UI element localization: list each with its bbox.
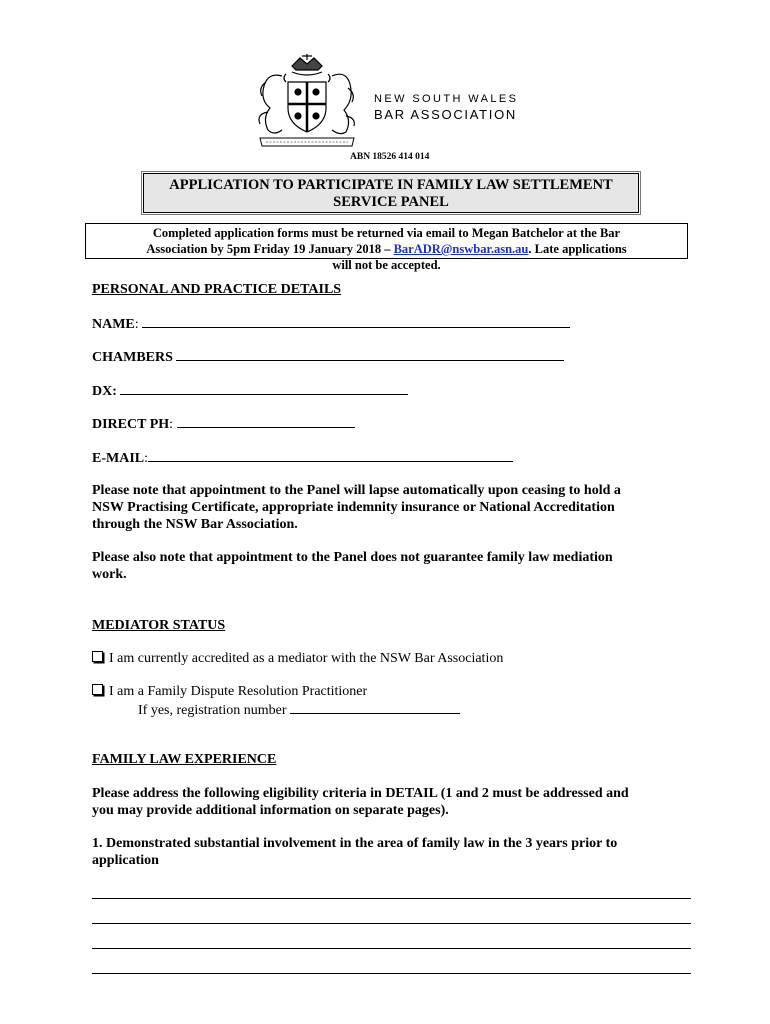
notice-late: . Late applications [528, 242, 627, 256]
note-appointment-lapse [92, 482, 621, 533]
note-no-guarantee [92, 549, 613, 583]
direct-phone-colon: : [169, 417, 174, 432]
notice-line2 [86, 241, 687, 257]
submission-notice [85, 223, 688, 272]
registration-row [138, 700, 460, 719]
chambers-field[interactable] [176, 347, 564, 361]
answer-line[interactable] [92, 948, 691, 949]
registration-label: If yes, registration number [138, 703, 287, 718]
notice-deadline: Association by 5pm Friday 19 January 2018 – [146, 242, 394, 256]
intro-line1: Please address the following eligibility criteria in DETAIL (1 and 2 must be addressed and [92, 786, 629, 801]
note2-line2: work. [92, 567, 127, 582]
note1-line2: NSW Practising Certificate, appropriate indemnity insurance or National Accreditation [92, 500, 615, 515]
name-colon: : [134, 317, 139, 332]
mediator-option-fdrp [92, 683, 367, 700]
direct-phone-label: DIRECT PH [92, 417, 170, 432]
chambers-label: CHAMBERS [92, 350, 173, 365]
org-name-line2: BAR ASSOCIATION [374, 107, 518, 122]
email-colon: : [144, 451, 149, 466]
experience-intro [92, 785, 629, 819]
email-link[interactable]: BarADR@nswbar.asn.au [393, 242, 529, 256]
section-heading-mediator: MEDIATOR STATUS [92, 618, 226, 633]
direct-phone-field[interactable] [177, 414, 355, 428]
checkbox-icon[interactable] [92, 684, 103, 695]
name-field[interactable] [142, 314, 570, 328]
answer-line[interactable] [92, 898, 691, 899]
notice-line1: Completed application forms must be returned via email to Megan Batchelor at the Bar [152, 226, 621, 240]
chambers-row [92, 347, 564, 366]
org-name-line1: NEW SOUTH WALES [374, 93, 519, 105]
name-row [92, 314, 570, 333]
criterion-1 [92, 835, 617, 869]
accredited-label: I am currently accredited as a mediator with the NSW Bar Association [109, 651, 504, 666]
email-label: E-MAIL [92, 451, 145, 466]
page-title-line1: APPLICATION TO PARTICIPATE IN FAMILY LAW SETTLEMENT [169, 177, 613, 193]
note1-line1: Please note that appointment to the Panel will lapse automatically upon ceasing to hold a [92, 483, 621, 498]
answer-line[interactable] [92, 973, 691, 974]
note1-line3: through the NSW Bar Association. [92, 517, 298, 532]
note2-line1: Please also note that appointment to the Panel does not guarantee family law mediation [92, 550, 613, 565]
name-label: NAME [92, 317, 135, 332]
dx-field[interactable] [120, 381, 408, 395]
page-title-line2: SERVICE PANEL [333, 194, 449, 210]
page-title [143, 173, 639, 213]
email-row [92, 448, 513, 467]
email-field[interactable] [148, 448, 513, 462]
checkbox-icon[interactable] [92, 651, 103, 662]
intro-line2: you may provide additional information on separate pages). [92, 803, 449, 818]
dx-label: DX: [92, 384, 117, 399]
answer-line[interactable] [92, 923, 691, 924]
notice-line3: will not be accepted. [332, 258, 441, 272]
mediator-option-accredited [92, 650, 503, 667]
section-heading-personal: PERSONAL AND PRACTICE DETAILS [92, 282, 342, 297]
notice-border-bottom [85, 258, 688, 259]
dx-row [92, 381, 408, 400]
abn-number: ABN 18526 414 014 [350, 152, 430, 162]
criterion1-line1: 1. Demonstrated substantial involvement in the area of family law in the 3 years prior to [92, 836, 618, 851]
criterion1-line2: application [92, 853, 159, 868]
coat-of-arms-icon [252, 52, 362, 148]
fdrp-label: I am a Family Dispute Resolution Practitioner [109, 684, 368, 699]
direct-phone-row [92, 414, 355, 433]
registration-number-field[interactable] [290, 700, 460, 714]
section-heading-experience: FAMILY LAW EXPERIENCE [92, 752, 277, 767]
